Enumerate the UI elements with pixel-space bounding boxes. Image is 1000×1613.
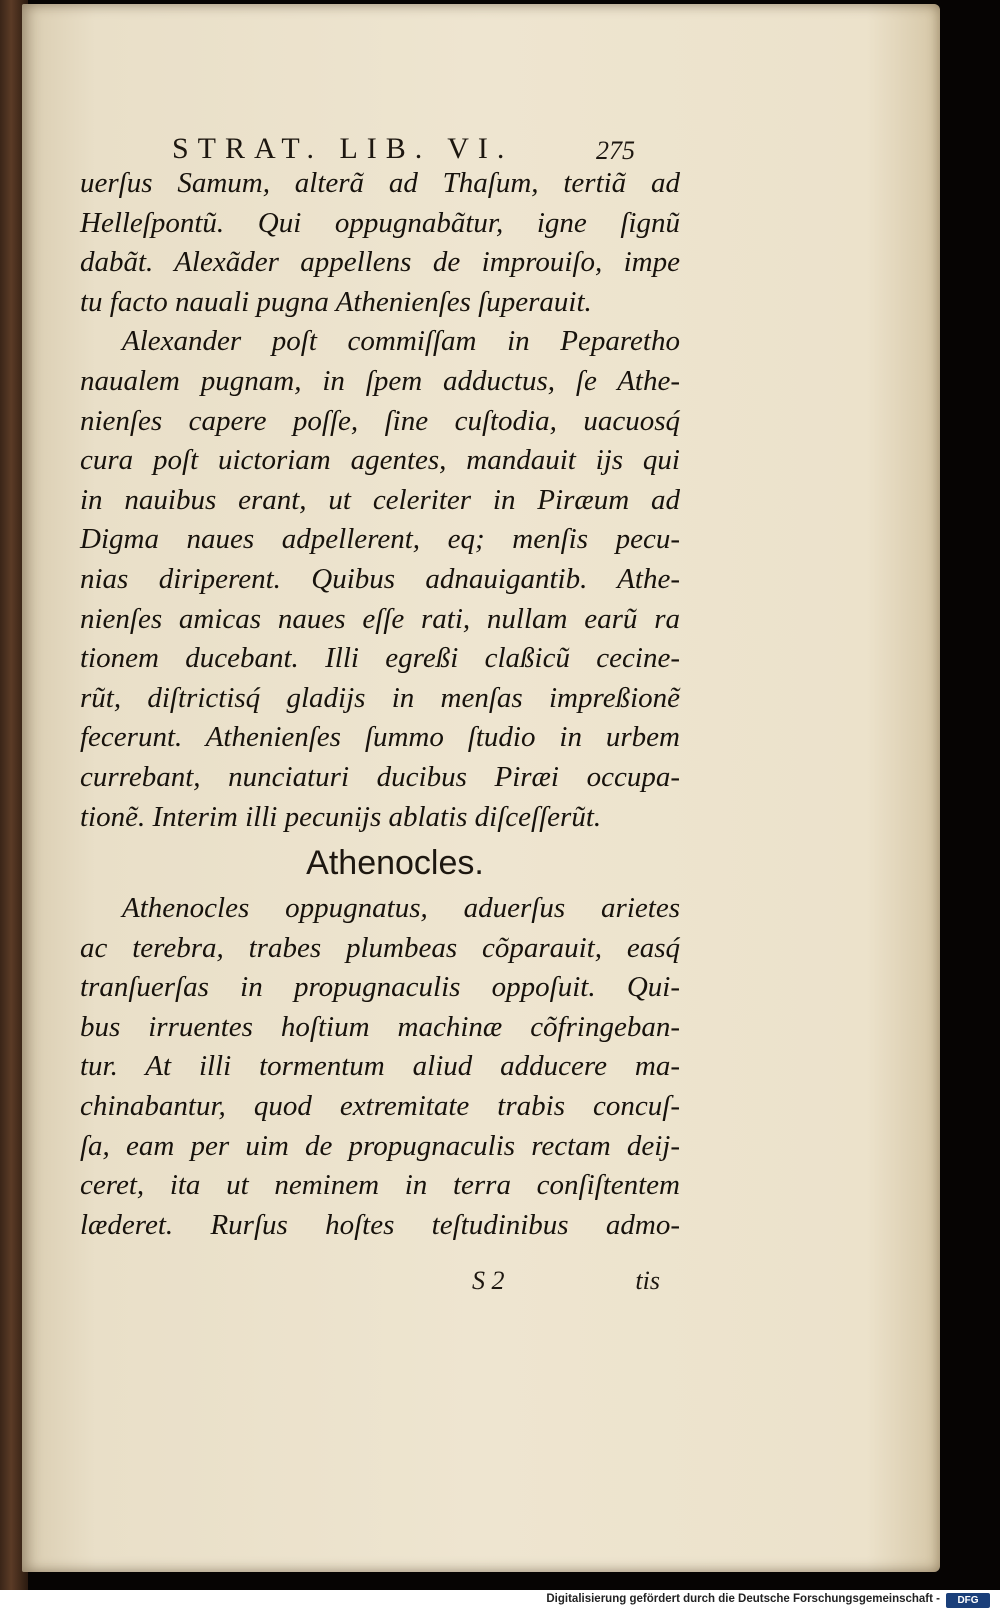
book-page xyxy=(22,4,940,1572)
catchword: tis xyxy=(635,1266,660,1295)
text-line: tionem ducebant. Illi egreßi claßicũ cecine- xyxy=(80,642,680,675)
text-line: tur. At illi tormentum aliud adducere ma- xyxy=(80,1050,680,1083)
text-block xyxy=(80,164,680,1245)
text-line: chinabantur, quod extremitate trabis concuſ- xyxy=(80,1090,680,1123)
text-line: Helleſpontũ. Qui oppugnabãtur, igne ſignũ xyxy=(80,206,680,239)
text-line: tionẽ. Interim illi pecunijs ablatis diſceſſerũt. xyxy=(80,800,602,833)
text-line: ceret, ita ut neminem in terra conſiſtentem xyxy=(80,1169,680,1202)
section-heading: Athenocles. xyxy=(306,844,484,883)
text-line: uerſus Samum, alterã ad Thaſum, tertiã ad xyxy=(80,167,680,199)
text-line: Alexander poſt commiſſam in Peparetho xyxy=(122,325,680,358)
text-line: nias diriperent. Quibus adnauigantib. Athe- xyxy=(80,562,680,595)
text-line: naualem pugnam, in ſpem adductus, ſe Athe- xyxy=(80,364,680,397)
catch-line xyxy=(80,1266,660,1302)
text-line: ſa, eam per uim de propugnaculis rectam deij- xyxy=(80,1129,680,1162)
text-line: Digma naues adpellerent, eq; menſis pecu- xyxy=(80,523,680,556)
text-line: currebant, nunciaturi ducibus Piræi occupa- xyxy=(80,760,680,793)
text-line: cura poſt uictoriam agentes, mandauit ijs qui xyxy=(80,444,680,477)
text-line: rũt, diſtrictisq́ gladijs in menſas impreßionẽ xyxy=(80,681,680,714)
signature-mark: S 2 xyxy=(472,1266,505,1295)
dfg-logo: DFG xyxy=(946,1593,990,1608)
text-line: bus irruentes hoſtium machinæ cõfringeban- xyxy=(80,1010,680,1043)
text-line: tu facto nauali pugna Athenienſes ſuperauit. xyxy=(80,285,592,318)
paragraphs-before-heading xyxy=(80,164,680,837)
text-line: læderet. Rurſus hoſtes teſtudinibus admo- xyxy=(80,1208,680,1241)
text-line: tranſuerſas in propugnaculis oppoſuit. Qui- xyxy=(80,971,680,1004)
funding-credit: Digitalisierung gefördert durch die Deutsche Forschungsgemeinschaft - xyxy=(546,1593,940,1605)
text-line: ac terebra, trabes plumbeas cõparauit, easq́ xyxy=(80,931,680,964)
text-line: nienſes capere poſſe, ſine cuſtodia, uacuosq́ xyxy=(80,404,680,437)
text-line: in nauibus erant, ut celeriter in Piræum ad xyxy=(80,483,680,516)
text-line: nienſes amicas naues eſſe rati, nullam earũ ra xyxy=(80,602,680,635)
page-number: 275 xyxy=(596,136,635,165)
text-line: fecerunt. Athenienſes ſummo ſtudio in urbem xyxy=(80,721,680,754)
text-line: dabãt. Alexãder appellens de improuiſo, impe xyxy=(80,246,680,279)
paragraphs-after-heading xyxy=(80,889,680,1245)
footer-bar xyxy=(0,1590,1000,1613)
running-head: STRAT. LIB. VI. xyxy=(172,132,514,165)
text-line: Athenocles oppugnatus, aduerſus arietes xyxy=(122,892,680,925)
